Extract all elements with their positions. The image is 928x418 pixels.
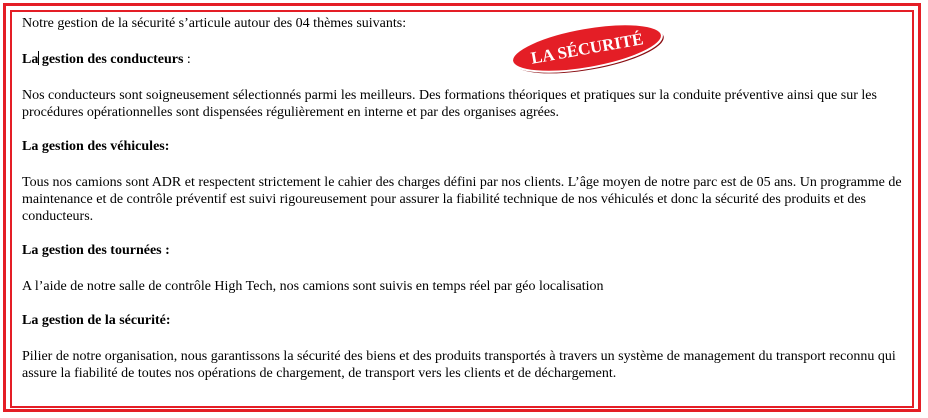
section-heading-securite: La gestion de la sécurité: <box>22 313 171 328</box>
heading-rest: gestion des conducteurs <box>38 52 184 67</box>
section-heading-vehicules: La gestion des véhicules: <box>22 139 170 154</box>
badge-text: LA SÉCURITÉ <box>529 29 645 68</box>
document-body <box>22 15 912 399</box>
section-body-tournees: A l’aide de notre salle de contrôle High Tech, nos camions sont suivis en temps réel par géo localisation <box>22 279 604 294</box>
heading-suffix: : <box>183 52 191 67</box>
section-body-conducteurs: Nos conducteurs sont soigneusement sélectionnés parmi les meilleurs. Des formations théoriques et pratiques sur la conduite préventive ainsi que sur les procédures opérationnelles sont dispensées régulièrement en interne et par des organises agrées. <box>22 88 877 120</box>
intro-text: Notre gestion de la sécurité s’articule autour des 04 thèmes suivants: <box>22 16 407 31</box>
section-body-vehicules: Tous nos camions sont ADR et respectent strictement le cahier des charges défini par nos clients. L’âge moyen de notre parc est de 05 ans. Un programme de maintenance et de contrôle préventif est suivi rigoureusement pour assurer la fiabilité technique de nos véhiculés et donc la sécurité des produits et des conducteurs. <box>22 175 902 224</box>
section-heading-conducteurs <box>22 51 912 68</box>
section-heading-tournees: La gestion des tournées : <box>22 243 170 258</box>
heading-first-word: La <box>22 52 39 67</box>
section-body-securite: Pilier de notre organisation, nous garantissons la sécurité des biens et des produits transportés à travers un système de management du transport reconnu qui assure la fiabilité de toutes nos opérations de chargement, de transport vers les clients et de déchargement. <box>22 349 896 381</box>
